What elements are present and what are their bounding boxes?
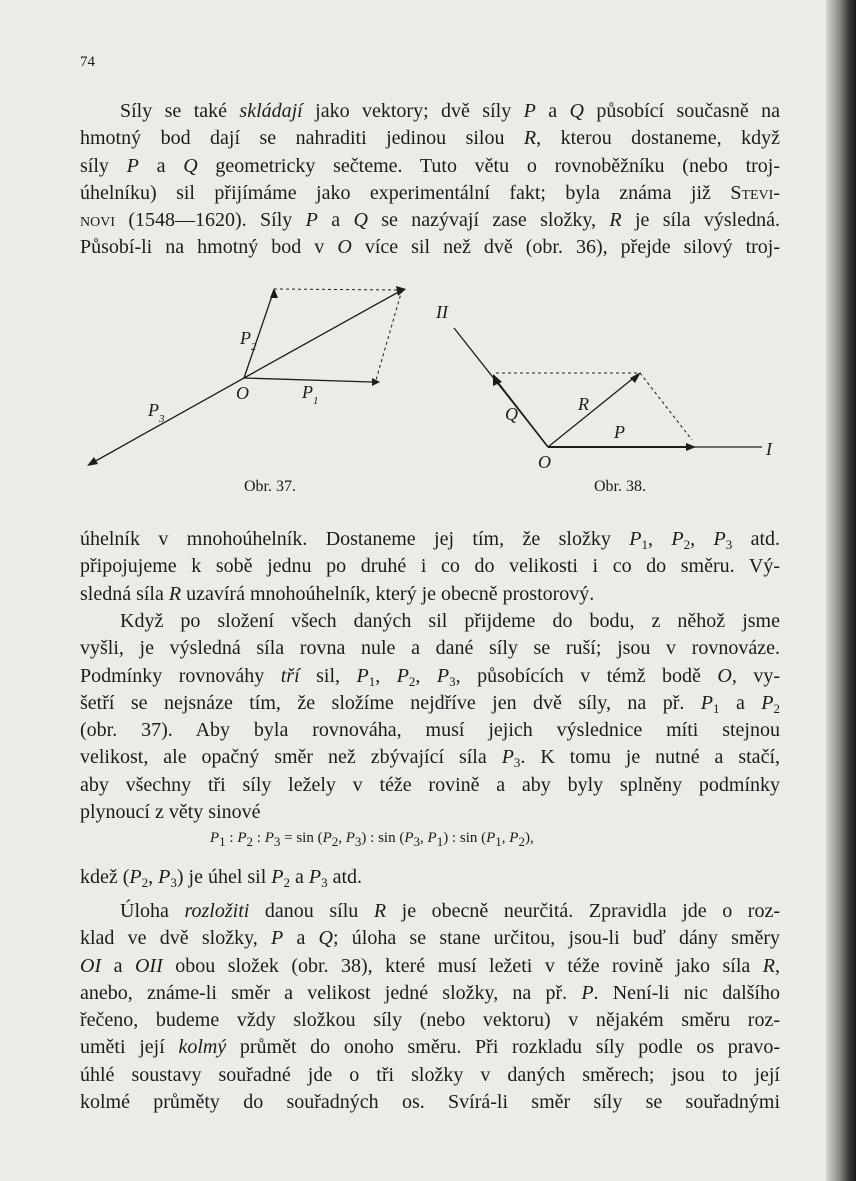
text-line: OI a OII obou složek (obr. 38), které musí ležeti v téže rovině jako síla R, xyxy=(80,954,780,977)
text-line: úhelníku) sil přijímáme jako experimentální fakt; byla známa již Stevi- xyxy=(80,181,780,204)
text-line: sledná síla R uzavírá mnohoúhelník, který je obecně prostorový. xyxy=(80,582,595,605)
text-line: klad ve dvě složky, P a Q; úloha se stane určitou, jsou-li buď dány směry xyxy=(80,927,780,950)
text-line: hmotný bod dají se nahraditi jedinou silou R, kterou dostaneme, když xyxy=(80,127,781,150)
label-p1: $P_1$ xyxy=(302,382,319,407)
text-line: Působí-li na hmotný bod v O více sil než dvě (obr. 36), přejde silový troj- xyxy=(80,236,781,259)
q-vector xyxy=(496,380,548,447)
paragraph-decomposition xyxy=(80,898,780,1116)
text-line: síly P a Q geometricky sečteme. Tuto větu o rovnoběžníku (nebo troj- xyxy=(80,154,780,177)
sine-rule-formula: $P_1$ : $P_2$ : $P_3 = \sin (P_2$, $P_3$) : $\sin (P_3$, $P_1$) : $\sin (P_1$, $P_2$), xyxy=(210,830,534,849)
text-line: Když po složení všech daných sil přijdeme do bodu, z něhož jsme xyxy=(120,610,780,632)
figures-diagram xyxy=(0,0,856,520)
text-line: připojujeme k sobě jednu po druhé i co do velikosti i co do směru. Vý- xyxy=(80,555,780,578)
p3-vector xyxy=(92,378,244,463)
text-line: úhlé soustavy souřadné jde o tři složky v daných směrech; jsou to její xyxy=(80,1063,780,1086)
dashed-top xyxy=(274,289,400,290)
text-line: plynoucí z věty sinové xyxy=(80,801,261,824)
text-line: uměti její kolmý průmět do onoho směru. Při rozkladu síly podle os pravo- xyxy=(80,1036,781,1059)
text-line: šetří se nejsnáze tím, že složíme nejdříve jen dvě síly, na př. $P_1$ a $P_2$ xyxy=(80,691,780,716)
label-ii: II xyxy=(436,302,448,322)
paragraph-equilibrium xyxy=(80,608,780,826)
label-q: Q xyxy=(505,404,518,424)
text-line: anebo, známe-li směr a velikost jedné složky, na př. P. Není-li nic dalšího xyxy=(80,981,780,1004)
label-o-38: O xyxy=(538,452,551,472)
text-line: Podmínky rovnováhy tří sil, $P_1$, $P_2$, $P_3$, působících v témž bodě O, vy- xyxy=(80,664,780,689)
text-line: aby všechny tři síly ležely v téže rovině a aby byly splněny podmínky xyxy=(80,773,780,796)
text-line: velikost, ale opačný směr než zbývající síla $P_3$. K tomu je nutné a stačí, xyxy=(80,746,780,771)
dashed-right-38 xyxy=(640,373,692,440)
text-line: Síly se také skládají jako vektory; dvě síly P a Q působící současně na xyxy=(120,100,780,122)
text-line: úhelník v mnohoúhelník. Dostaneme jej tím, že složky $P_1$, $P_2$, $P_3$ atd. xyxy=(80,528,781,552)
label-o: O xyxy=(236,383,249,403)
text-line: novi (1548—1620). Síly P a Q se nazývají zase složky, R je síla výsledná. xyxy=(80,209,780,232)
caption-figure-38: Obr. 38. xyxy=(594,478,646,495)
label-p3: $P_3$ xyxy=(148,400,165,425)
figure-38 xyxy=(435,302,773,472)
text-line: (obr. 37). Aby byla rovnováha, musí jejich výslednice míti stejnou xyxy=(80,719,780,742)
text-line: vyšli, je výsledná síla rovna nule a dané síly se ruší; jsou v rovnováze. xyxy=(80,637,780,660)
label-i: I xyxy=(766,439,772,459)
paragraph-angle-note xyxy=(80,864,780,891)
text-line: řečeno, budeme vždy složkou síly (nebo vektoru) v nějakém směru roz- xyxy=(80,1009,780,1032)
text-line: kolmé průměty do souřadných os. Svírá-li směr síly se souřadnými xyxy=(80,1091,780,1114)
caption-figure-37: Obr. 37. xyxy=(244,478,296,495)
text-line: kdež ($P_2$, $P_3$) je úhel sil $P_2$ a $P_3$ atd. xyxy=(80,866,363,890)
paragraph-polygon xyxy=(80,526,780,608)
resultant-line xyxy=(244,290,402,378)
figure-37 xyxy=(87,286,406,466)
page-number: 74 xyxy=(80,54,95,70)
label-r: R xyxy=(578,394,589,414)
label-p: P xyxy=(614,422,625,442)
text-line: Úloha rozložiti danou sílu R je obecně neurčitá. Zpravidla jde o roz- xyxy=(120,900,780,922)
label-p2: $P_2$ xyxy=(240,328,257,353)
dashed-right xyxy=(376,290,402,380)
